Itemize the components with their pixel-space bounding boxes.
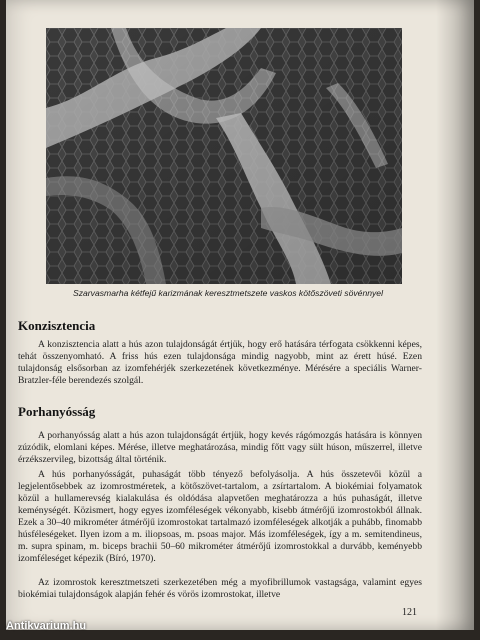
page-number: 121 xyxy=(402,607,417,618)
watermark-text: Antikvarium.hu xyxy=(6,620,87,632)
paragraph-porhanyossag-1: A porhanyósság alatt a hús azon tulajdonságát értjük, hogy kevés rágómozgás hatására is könnyen zúzódik, elomlani képes. Mérése, illetve meghatározása, mindig főtt vagy sült húson, műszerrel, illetve érzékszervileg, bizottság által történik. xyxy=(18,430,422,465)
paragraph-konzisztencia: A konzisztencia alatt a hús azon tulajdonságát értjük, hogy erő hatására térfogata csökkenni képes, tehát összenyomható. A friss hús ezen tulajdonsága mindig nagyobb, mint az érett húsé. Ezen tulajdonság elsősorban az izomfehérjék szerkezetének következménye. Mérésére a speciális Warner-Bratzler-féle berendezés szolgál. xyxy=(18,339,422,386)
section-heading-konzisztencia: Konzisztencia xyxy=(18,318,96,333)
figure-caption: Szarvasmarha kétfejű karizmának keresztmetszete vaskos kötőszöveti sövénnyel xyxy=(73,288,383,298)
paragraph-porhanyossag-3: Az izomrostok keresztmetszeti szerkezetében még a myofibrillumok vastagsága, valamint egyes biokémiai tulajdonságok alapján fehér és vörös izomrostokat, illetve xyxy=(18,577,422,600)
paragraph-porhanyossag-2: A hús porhanyósságát, puhaságát több tényező befolyásolja. A hús összetevői közül a legjelentősebbek az izomrostméretek, a kötőszövet-tartalom, a zsírtartalom. A biokémiai folyamatok közül a hullamerevség kialakulása és oldódása alapvetően meghatározza a hús puhaságát, illetve keménységét. Közismert, hogy egyes izomféleségek vékonyabb, kisebb átmérőjű izomrostokból állnak. Ezek a 30–40 mikrométer átmérőjű izomrostokat tartalmazó izomféleségek alkotják a puhább, finomabb húsféleségeket. Ilyen izom a m. iliopsoas, m. psoas major. Más izomféleségek, így a m. semitendineus, m. supra spinam, m. biceps brachii 50–60 mikrométer átmérőjű izomrostokkal a durvább, keményebb izomféleséget képezik (Bíró, 1970). xyxy=(18,469,422,564)
section-heading-porhanyossag: Porhanyósság xyxy=(18,404,96,419)
micrograph-illustration xyxy=(46,28,402,284)
book-page xyxy=(6,0,474,630)
micrograph-image xyxy=(46,28,402,284)
page-curl-shadow xyxy=(436,0,474,630)
